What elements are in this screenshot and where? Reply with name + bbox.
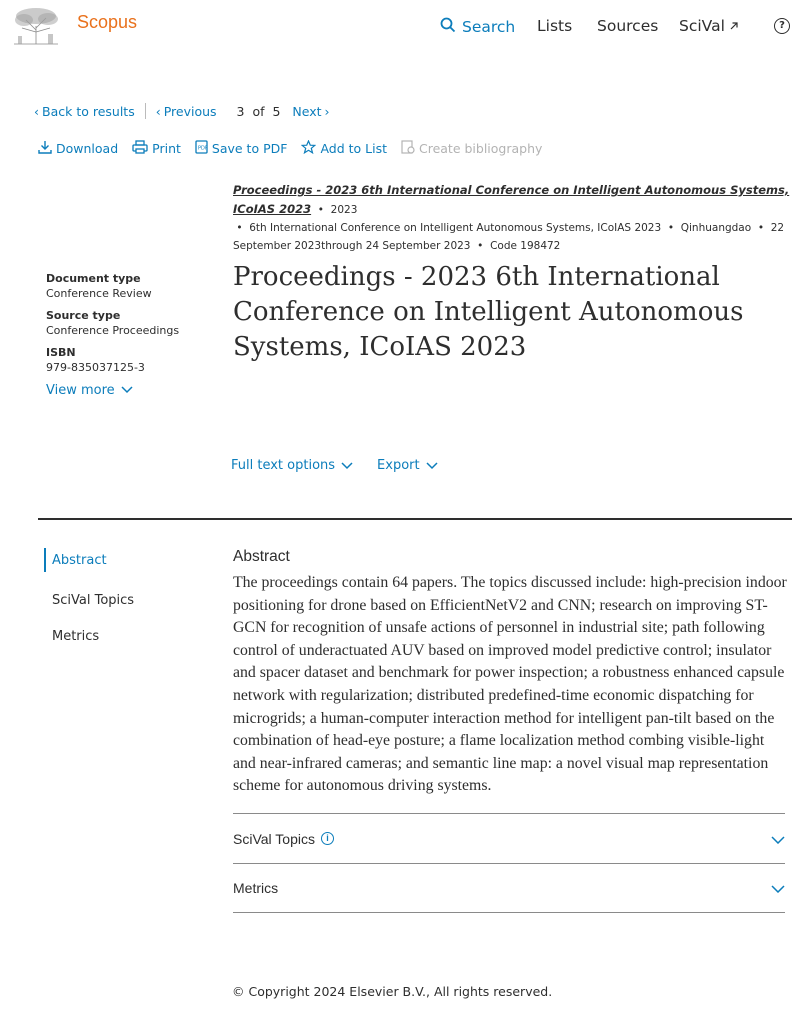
source-type-value: Conference Proceedings (46, 324, 180, 337)
bibliography-icon (401, 140, 415, 157)
next-label: Next (292, 103, 322, 119)
bullet: • (314, 204, 328, 216)
previous-label: Previous (163, 103, 217, 119)
add-to-list-button[interactable] (301, 140, 387, 157)
chevron-right-icon: › (324, 103, 330, 119)
nav-lists[interactable]: Lists (537, 17, 573, 35)
scival-topics-accordion[interactable] (233, 813, 785, 863)
add-to-list-label: Add to List (320, 141, 387, 156)
document-metadata (46, 272, 216, 398)
conference-start-day: 22 (770, 222, 785, 234)
export-label: Export (377, 458, 420, 473)
document-type-value: Conference Review (46, 287, 152, 300)
conference-location: Qinhuangdao (680, 222, 752, 234)
document-type-label: Document type (46, 272, 141, 285)
chevron-left-icon: ‹ (34, 103, 39, 119)
bullet: • (664, 222, 678, 234)
star-icon (301, 140, 316, 157)
view-more-button[interactable] (46, 383, 216, 398)
save-to-pdf-button[interactable] (195, 140, 288, 157)
isbn-value: 979-835037125-3 (46, 361, 145, 374)
document-toolbar (38, 140, 542, 157)
print-button[interactable] (132, 140, 181, 157)
abstract-heading: Abstract (233, 548, 290, 565)
nav-scival-label: SciVal (679, 17, 725, 35)
save-to-pdf-label: Save to PDF (211, 141, 288, 156)
source-year: 2023 (330, 204, 358, 216)
source-type-label: Source type (46, 309, 121, 322)
section-nav-abstract[interactable]: Abstract (44, 548, 134, 572)
scival-topics-label: SciVal Topics (233, 830, 315, 847)
download-icon (38, 140, 52, 157)
full-text-options-label: Full text options (231, 458, 336, 473)
chevron-down-icon (341, 462, 353, 470)
chevron-down-icon (121, 383, 133, 398)
metrics-label: Metrics (233, 880, 279, 896)
elsevier-tree-logo[interactable] (10, 6, 62, 46)
next-link[interactable] (292, 104, 329, 119)
conference-code: Code 198472 (490, 240, 561, 252)
document-options (231, 458, 438, 473)
copyright-footer: © Copyright 2024 Elsevier B.V., All rights reserved. (232, 984, 553, 999)
download-label: Download (56, 141, 119, 156)
back-to-results-link[interactable] (34, 104, 135, 119)
full-text-options-button[interactable] (231, 458, 353, 473)
result-position (237, 104, 281, 119)
create-bibliography-button[interactable] (401, 140, 542, 157)
result-total: 5 (272, 103, 281, 119)
abstract-text: The proceedings contain 64 papers. The topics discussed include: high-precision indoor positioning for drone based on EfficientNetV2 and CNN; research on improving ST-GCN for recognition of unsafe actions of personnel in industrial site; path following control of underactuated AUV based on improved model predictive control; insulator and spacer dataset and benchmark for power inspection; a robustness enhanced capsule network with regularization; distributed predefined-time economic dispatching for microgrids; a human-computer interaction method for intelligent pan-tilt based on the combination of head-eye posture; a flame localization method combing visible-light and near-infrared cameras; and semantic line map: a novel visual map representation scheme for autonomous driving systems. (233, 574, 787, 795)
chevron-down-icon (426, 462, 438, 470)
nav-scival[interactable] (679, 17, 739, 35)
result-of: of (252, 103, 265, 119)
chevron-left-icon: ‹ (155, 103, 161, 119)
result-navigation (34, 103, 330, 119)
document-title: Proceedings - 2023 6th International Conference on Intelligent Autonomous Systems, ICoIAS 2023 (233, 262, 744, 362)
info-icon[interactable]: i (321, 832, 334, 845)
external-link-icon (729, 17, 739, 35)
nav-search[interactable] (440, 17, 515, 37)
view-more-label: View more (46, 383, 115, 398)
source-info (233, 181, 793, 255)
search-icon (440, 17, 456, 37)
section-divider (38, 518, 792, 520)
printer-icon (132, 140, 148, 157)
pdf-icon (195, 140, 208, 157)
section-navigation (44, 548, 134, 654)
nav-search-label: Search (462, 18, 516, 36)
create-bibliography-label: Create bibliography (418, 141, 543, 156)
scopus-brand[interactable]: Scopus (77, 12, 138, 32)
svg-text:PDF: PDF (197, 145, 208, 152)
bullet: • (233, 222, 246, 234)
section-nav-metrics[interactable]: Metrics (52, 628, 100, 644)
isbn-label: ISBN (46, 346, 76, 359)
print-label: Print (152, 141, 181, 156)
section-nav-scival-topics[interactable]: SciVal Topics (52, 592, 135, 608)
result-current: 3 (236, 103, 245, 119)
bullet: • (754, 222, 768, 234)
conference-dates: September 2023through 24 September 2023 (233, 240, 471, 252)
chevron-down-icon (771, 880, 785, 896)
conference-name: 6th International Conference on Intelligent Autonomous Systems, ICoIAS 2023 (249, 222, 662, 234)
download-button[interactable] (38, 140, 118, 157)
previous-link[interactable] (156, 104, 217, 119)
help-icon[interactable]: ? (774, 18, 790, 34)
divider (145, 103, 146, 119)
source-title-link[interactable]: Proceedings - 2023 6th International Conference on Intelligent Autonomous Systems, ICoIAS 2023 (233, 183, 790, 216)
chevron-down-icon (771, 831, 785, 847)
export-button[interactable] (377, 458, 438, 473)
metrics-accordion[interactable] (233, 863, 785, 913)
bullet: • (473, 240, 487, 252)
back-to-results-label: Back to results (42, 103, 135, 119)
nav-sources[interactable]: Sources (597, 17, 659, 35)
